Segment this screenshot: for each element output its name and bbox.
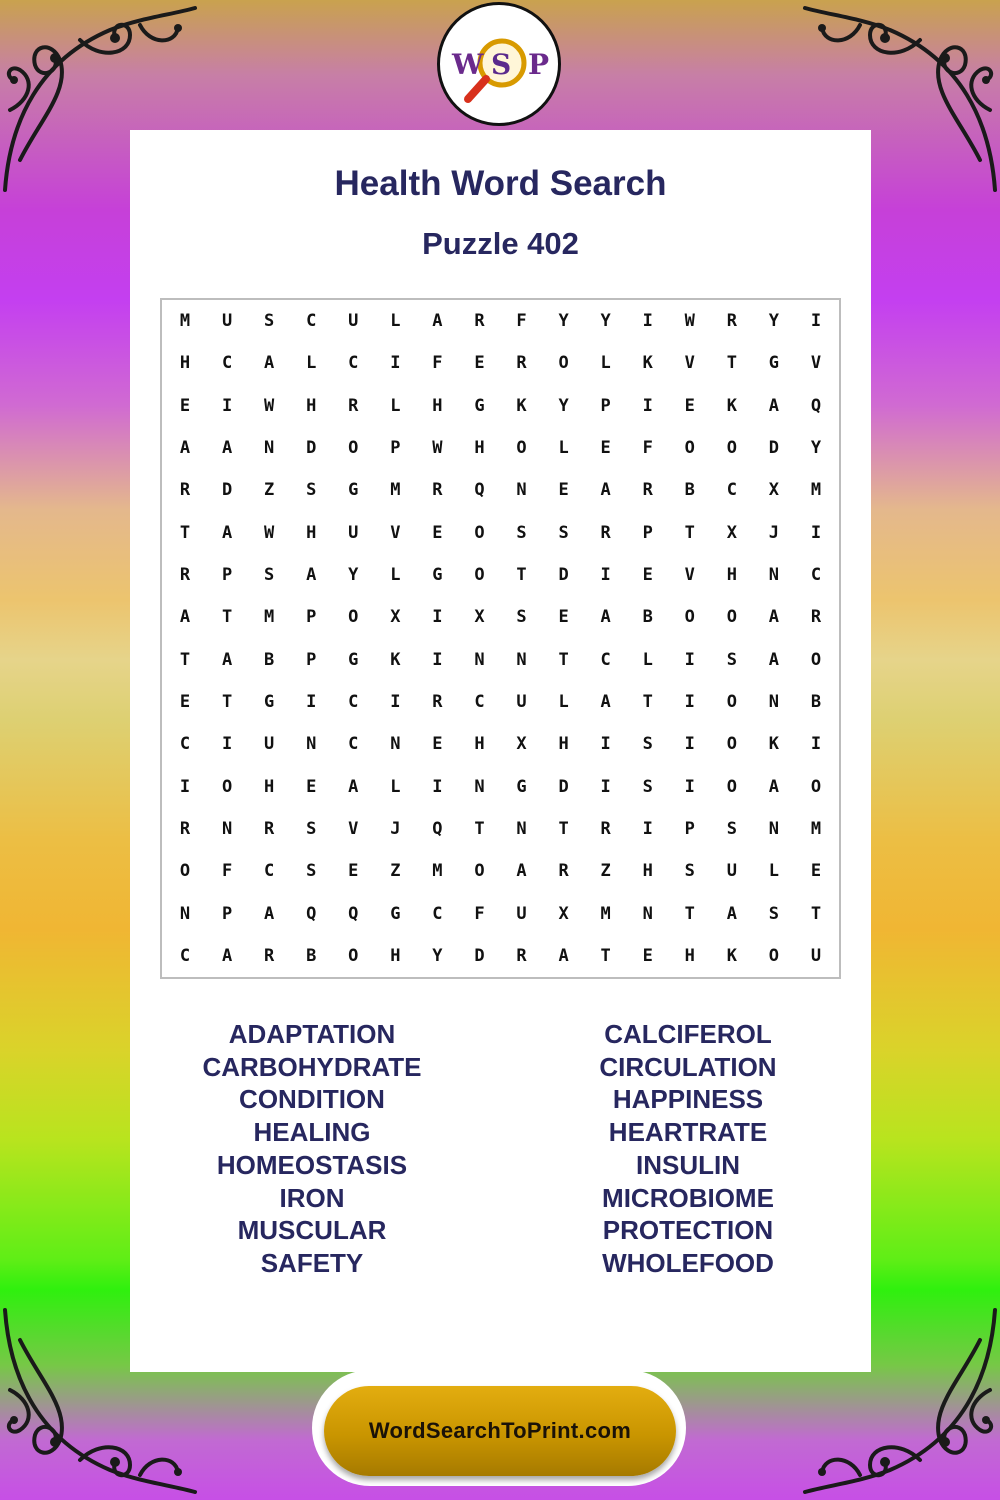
grid-letter: H xyxy=(306,522,317,543)
grid-letter: S xyxy=(516,607,527,628)
grid-letter: Q xyxy=(432,818,443,839)
grid-letter: E xyxy=(558,480,569,501)
word-list-item: HAPPINESS xyxy=(612,1084,764,1115)
grid-letter: R xyxy=(516,945,527,966)
grid-letter: A xyxy=(264,903,275,924)
grid-letter: D xyxy=(558,776,569,797)
grid-letter: I xyxy=(642,818,653,839)
grid-letter: A xyxy=(516,861,527,882)
grid-letter: P xyxy=(684,818,695,839)
grid-letter: H xyxy=(642,861,653,882)
grid-letter: O xyxy=(768,945,780,966)
grid-letter: L xyxy=(390,311,401,332)
grid-letter: G xyxy=(768,353,780,374)
grid-letter: D xyxy=(474,945,485,966)
grid-letter: G xyxy=(516,776,527,797)
grid-letter: U xyxy=(516,903,527,924)
grid-letter: H xyxy=(179,353,191,374)
grid-letter: T xyxy=(179,649,191,670)
grid-letter: X xyxy=(390,607,401,628)
word-list-item: SAFETY xyxy=(260,1247,364,1278)
grid-letter: A xyxy=(768,607,780,628)
grid-letter: P xyxy=(390,438,401,459)
grid-letter: A xyxy=(179,438,191,459)
grid-letter: S xyxy=(306,861,317,882)
grid-letter: O xyxy=(684,607,695,628)
grid-letter: T xyxy=(684,522,695,543)
grid-letter: S xyxy=(642,734,653,755)
grid-letter: R xyxy=(348,395,359,416)
grid-letter: P xyxy=(600,395,611,416)
grid-letter: I xyxy=(306,691,317,712)
grid-letter: F xyxy=(642,438,653,459)
grid-letter: D xyxy=(306,438,317,459)
grid-letter: E xyxy=(474,353,485,374)
grid-letter: R xyxy=(432,480,443,501)
grid-letter: C xyxy=(348,353,359,374)
grid-letter: R xyxy=(558,861,569,882)
grid-letter: K xyxy=(726,945,737,966)
grid-letter: R xyxy=(474,311,485,332)
grid-letter: Y xyxy=(558,311,569,332)
grid-letter: E xyxy=(642,945,653,966)
grid-letter: K xyxy=(642,353,653,374)
grid-letter: H xyxy=(684,945,695,966)
grid-letter: H xyxy=(390,945,401,966)
grid-letter: K xyxy=(390,649,401,670)
grid-letter: F xyxy=(221,861,233,882)
grid-letter: T xyxy=(516,565,527,586)
grid-letter: R xyxy=(810,607,822,628)
grid-letter: N xyxy=(516,818,527,839)
grid-letter: E xyxy=(684,395,695,416)
grid-letter: U xyxy=(221,311,233,332)
grid-letter: T xyxy=(684,903,695,924)
grid-letter: C xyxy=(306,311,317,332)
grid-letter: I xyxy=(810,311,822,332)
grid-letter: T xyxy=(179,522,191,543)
word-list-item: HEARTRATE xyxy=(608,1117,768,1148)
grid-letter: R xyxy=(264,945,275,966)
grid-letter: L xyxy=(642,649,653,670)
grid-letter: M xyxy=(810,818,822,839)
grid-letter: G xyxy=(348,649,359,670)
grid-letter: I xyxy=(684,649,695,670)
grid-letter: N xyxy=(516,649,527,670)
grid-letter: Q xyxy=(810,395,822,416)
grid-letter: E xyxy=(600,438,611,459)
grid-letter: G xyxy=(474,395,485,416)
grid-letter: O xyxy=(726,438,737,459)
grid-letter: O xyxy=(474,861,485,882)
grid-letter: C xyxy=(726,480,737,501)
grid-letter: S xyxy=(642,776,653,797)
grid-letter: I xyxy=(810,734,822,755)
grid-letter: O xyxy=(726,691,737,712)
grid-letter: A xyxy=(768,776,780,797)
word-list-item: HOMEOSTASIS xyxy=(216,1149,408,1180)
grid-letter: O xyxy=(726,607,737,628)
grid-letter: A xyxy=(221,522,233,543)
grid-letter: N xyxy=(264,438,275,459)
grid-letter: A xyxy=(600,480,611,501)
grid-letter: A xyxy=(306,565,317,586)
grid-letter: P xyxy=(221,903,233,924)
grid-letter: L xyxy=(390,565,401,586)
grid-letter: E xyxy=(810,861,822,882)
grid-letter: H xyxy=(474,438,485,459)
grid-letter: K xyxy=(726,395,737,416)
letter-grid xyxy=(160,298,841,979)
grid-letter: G xyxy=(348,480,359,501)
grid-letter: C xyxy=(221,353,233,374)
grid-letter: B xyxy=(810,691,822,712)
grid-letter: O xyxy=(348,945,359,966)
grid-letter: Y xyxy=(810,438,822,459)
grid-letter: R xyxy=(179,480,191,501)
grid-letter: C xyxy=(264,861,275,882)
grid-letter: N xyxy=(390,734,401,755)
word-list-item: MICROBIOME xyxy=(602,1182,774,1213)
grid-letter: C xyxy=(432,903,443,924)
grid-letter: V xyxy=(390,522,401,543)
grid-letter: I xyxy=(684,691,695,712)
grid-letter: C xyxy=(810,565,822,586)
grid-letter: A xyxy=(221,945,233,966)
grid-letter: O xyxy=(726,734,737,755)
grid-letter: D xyxy=(221,480,233,501)
grid-letter: O xyxy=(810,649,822,670)
grid-letter: X xyxy=(516,734,527,755)
grid-letter: B xyxy=(642,607,653,628)
grid-letter: E xyxy=(642,565,653,586)
grid-letter: W xyxy=(264,522,275,543)
grid-letter: H xyxy=(306,395,317,416)
grid-letter: M xyxy=(390,480,401,501)
grid-letter: H xyxy=(726,565,737,586)
grid-letter: L xyxy=(558,691,569,712)
grid-letter: G xyxy=(432,565,443,586)
grid-letter: F xyxy=(516,311,527,332)
grid-letter: A xyxy=(221,438,233,459)
grid-letter: X xyxy=(474,607,485,628)
grid-letter: A xyxy=(600,607,611,628)
grid-letter: N xyxy=(642,903,653,924)
grid-letter: I xyxy=(600,734,611,755)
footer-site-text: WordSearchToPrint.com xyxy=(368,1418,632,1443)
grid-letter: C xyxy=(600,649,611,670)
grid-letter: I xyxy=(179,776,191,797)
grid-letter: H xyxy=(558,734,569,755)
grid-letter: I xyxy=(390,691,401,712)
word-list-item: HEALING xyxy=(253,1117,371,1148)
grid-letter: R xyxy=(432,691,443,712)
grid-letter: V xyxy=(684,565,695,586)
grid-letter: I xyxy=(221,734,233,755)
grid-letter: A xyxy=(348,776,359,797)
word-list-item: INSULIN xyxy=(636,1149,740,1180)
grid-letter: R xyxy=(516,353,527,374)
grid-letter: U xyxy=(264,734,275,755)
grid-letter: D xyxy=(768,438,780,459)
grid-letter: O xyxy=(726,776,737,797)
grid-letter: Z xyxy=(264,480,275,501)
grid-letter: L xyxy=(390,776,401,797)
grid-letter: L xyxy=(306,353,317,374)
grid-letter: E xyxy=(179,691,191,712)
grid-letter: Y xyxy=(600,311,611,332)
grid-letter: I xyxy=(390,353,401,374)
grid-letter: W xyxy=(432,438,443,459)
grid-letter: P xyxy=(306,649,317,670)
grid-letter: R xyxy=(600,522,611,543)
grid-letter: S xyxy=(306,818,317,839)
grid-letter: T xyxy=(810,903,822,924)
grid-letter: A xyxy=(768,395,780,416)
grid-letter: A xyxy=(726,903,737,924)
grid-letter: M xyxy=(179,311,191,332)
grid-letter: J xyxy=(768,522,780,543)
grid-letter: V xyxy=(810,353,822,374)
footer-site-badge[interactable] xyxy=(324,1386,676,1476)
grid-letter: E xyxy=(348,861,359,882)
grid-letter: S xyxy=(264,311,275,332)
grid-letter: O xyxy=(516,438,527,459)
word-list-right xyxy=(508,1018,868,1280)
grid-letter: O xyxy=(810,776,822,797)
grid-letter: O xyxy=(474,522,485,543)
grid-letter: O xyxy=(684,438,695,459)
grid-letter: I xyxy=(432,607,443,628)
grid-letter: E xyxy=(432,734,443,755)
grid-letter: I xyxy=(684,734,695,755)
grid-letter: U xyxy=(726,861,737,882)
grid-letter: Z xyxy=(390,861,401,882)
grid-letter: I xyxy=(810,522,822,543)
grid-letter: D xyxy=(558,565,569,586)
grid-letter: B xyxy=(684,480,695,501)
grid-letter: N xyxy=(768,818,780,839)
grid-letter: V xyxy=(348,818,359,839)
grid-letter: O xyxy=(348,438,359,459)
grid-letter: E xyxy=(558,607,569,628)
grid-letter: A xyxy=(558,945,569,966)
grid-letter: R xyxy=(642,480,653,501)
grid-letter: N xyxy=(768,565,780,586)
grid-letter: W xyxy=(684,311,695,332)
grid-letter: Y xyxy=(432,945,443,966)
grid-letter: M xyxy=(810,480,822,501)
page-title: Health Word Search xyxy=(334,164,667,203)
word-list-item: MUSCULAR xyxy=(237,1215,387,1246)
grid-letter: U xyxy=(348,311,359,332)
grid-letter: I xyxy=(600,565,611,586)
grid-letter: T xyxy=(221,691,233,712)
grid-letter: O xyxy=(474,565,485,586)
grid-letter: L xyxy=(600,353,611,374)
grid-letter: T xyxy=(642,691,653,712)
grid-letter: E xyxy=(432,522,443,543)
grid-letter: X xyxy=(726,522,737,543)
grid-letter: A xyxy=(432,311,443,332)
word-list-item: ADAPTATION xyxy=(228,1019,396,1049)
grid-letter: L xyxy=(558,438,569,459)
grid-letter: S xyxy=(264,565,275,586)
grid-letter: R xyxy=(726,311,737,332)
logo-letter-p: P xyxy=(528,48,550,81)
grid-letter: T xyxy=(558,649,569,670)
grid-letter: O xyxy=(348,607,359,628)
grid-letter: J xyxy=(390,818,401,839)
grid-letter: C xyxy=(474,691,485,712)
grid-letter: I xyxy=(642,311,653,332)
puzzle-number: Puzzle 402 xyxy=(422,226,579,261)
grid-letter: P xyxy=(642,522,653,543)
grid-letter: T xyxy=(600,945,611,966)
grid-letter: Q xyxy=(348,903,359,924)
grid-letter: Y xyxy=(558,395,569,416)
grid-letter: T xyxy=(726,353,737,374)
grid-letter: V xyxy=(684,353,695,374)
grid-letter: F xyxy=(432,353,443,374)
grid-letter: R xyxy=(179,565,191,586)
grid-letter: H xyxy=(264,776,275,797)
grid-letter: O xyxy=(221,776,233,797)
grid-letter: H xyxy=(474,734,485,755)
grid-letter: N xyxy=(474,776,485,797)
grid-letter: A xyxy=(221,649,233,670)
grid-letter: W xyxy=(264,395,275,416)
grid-letter: C xyxy=(348,734,359,755)
grid-letter: S xyxy=(684,861,695,882)
grid-letter: L xyxy=(768,861,780,882)
grid-letter: Q xyxy=(306,903,317,924)
logo-letter-w: W xyxy=(452,48,484,81)
grid-letter: C xyxy=(179,945,191,966)
logo-letter-s: S xyxy=(491,48,512,81)
grid-letter: M xyxy=(600,903,611,924)
grid-letter: G xyxy=(264,691,275,712)
grid-letter: O xyxy=(179,861,191,882)
grid-letter: I xyxy=(221,395,233,416)
grid-letter: U xyxy=(810,945,822,966)
word-list-item: PROTECTION xyxy=(602,1215,774,1246)
grid-letter: K xyxy=(516,395,527,416)
grid-letter: U xyxy=(348,522,359,543)
grid-letter: O xyxy=(558,353,569,374)
grid-letter: A xyxy=(768,649,780,670)
grid-letter: S xyxy=(726,649,737,670)
grid-letter: X xyxy=(768,480,780,501)
grid-letter: R xyxy=(264,818,275,839)
word-list-item: CARBOHYDRATE xyxy=(202,1051,422,1082)
grid-letter: I xyxy=(642,395,653,416)
wsp-logo xyxy=(437,2,561,126)
grid-letter: P xyxy=(306,607,317,628)
grid-letter: M xyxy=(432,861,443,882)
grid-letter: A xyxy=(600,691,611,712)
grid-letter: Y xyxy=(768,311,780,332)
grid-letter: R xyxy=(600,818,611,839)
grid-letter: I xyxy=(600,776,611,797)
grid-letter: N xyxy=(516,480,527,501)
grid-letter: N xyxy=(768,691,780,712)
grid-letter: K xyxy=(768,734,780,755)
grid-letter: T xyxy=(558,818,569,839)
grid-letter: S xyxy=(726,818,737,839)
grid-letter: X xyxy=(558,903,569,924)
grid-letter: N xyxy=(179,903,191,924)
word-list-item: CONDITION xyxy=(239,1084,385,1115)
grid-letter: U xyxy=(516,691,527,712)
grid-letter: E xyxy=(306,776,317,797)
grid-letter: A xyxy=(179,607,191,628)
grid-letter: C xyxy=(348,691,359,712)
grid-letter: G xyxy=(390,903,401,924)
grid-letter: I xyxy=(432,776,443,797)
grid-letter: C xyxy=(179,734,191,755)
grid-letter: S xyxy=(558,522,569,543)
grid-letter: A xyxy=(264,353,275,374)
grid-letter: N xyxy=(221,818,233,839)
grid-letter: S xyxy=(768,903,780,924)
word-list-item: CIRCULATION xyxy=(599,1051,777,1082)
word-list-left xyxy=(132,1018,492,1280)
grid-letter: I xyxy=(684,776,695,797)
grid-letter: T xyxy=(474,818,485,839)
grid-letter: T xyxy=(221,607,233,628)
grid-letter: S xyxy=(306,480,317,501)
grid-letter: B xyxy=(306,945,317,966)
grid-letter: I xyxy=(432,649,443,670)
grid-letter: E xyxy=(179,395,191,416)
grid-letter: H xyxy=(432,395,443,416)
grid-letter: R xyxy=(179,818,191,839)
grid-letter: Y xyxy=(348,565,359,586)
grid-letter: F xyxy=(474,903,485,924)
word-list-item: WHOLEFOOD xyxy=(602,1247,774,1278)
grid-letter: S xyxy=(516,522,527,543)
grid-letter: B xyxy=(264,649,275,670)
word-list-item: CALCIFEROL xyxy=(604,1019,772,1049)
grid-letter: P xyxy=(221,565,233,586)
grid-letter: Z xyxy=(600,861,611,882)
grid-letter: L xyxy=(390,395,401,416)
grid-letter: Q xyxy=(474,480,485,501)
word-list-item: IRON xyxy=(279,1182,345,1213)
grid-letter: N xyxy=(306,734,317,755)
grid-letter: M xyxy=(264,607,275,628)
grid-letter: N xyxy=(474,649,485,670)
